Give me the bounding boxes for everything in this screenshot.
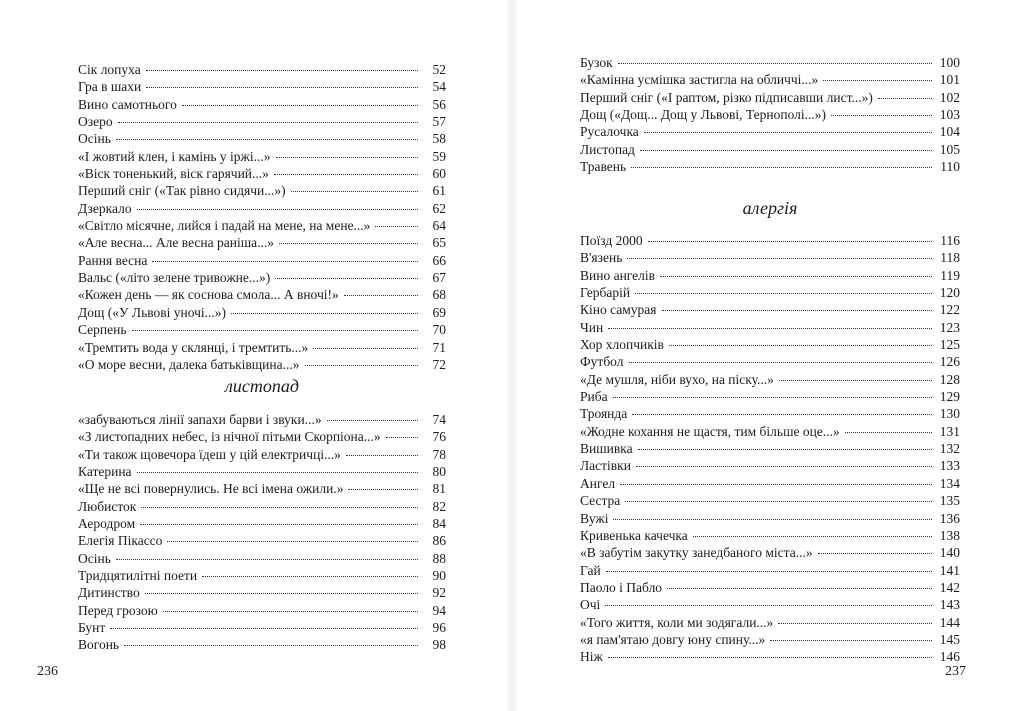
toc-entry [78, 217, 446, 234]
toc-entry-page: 59 [432, 148, 446, 164]
toc-entry-title: Елегія Пікассо [78, 533, 163, 549]
toc-entry-page: 116 [940, 233, 960, 248]
dot-leader [660, 275, 932, 277]
toc-entry [78, 619, 446, 636]
toc-entry [78, 463, 446, 480]
toc-entry-title: «О море весни, далека батьківщина...» [78, 356, 300, 372]
dot-leader [667, 587, 932, 589]
toc-entry-page: 54 [432, 79, 446, 95]
toc-entry [78, 234, 446, 251]
toc-entry-page: 62 [432, 200, 446, 216]
toc-entry-page: 61 [432, 183, 446, 199]
toc-entry-page: 129 [939, 389, 960, 405]
toc-entry-page: 65 [432, 235, 446, 251]
toc-entry-title: Аеродром [78, 516, 136, 532]
toc-entry [78, 252, 446, 269]
toc-entry-page: 120 [939, 285, 960, 301]
toc-entry [580, 353, 960, 370]
toc-entry-title: «Ще не всі повернулись. Не всі імена ожили.» [78, 481, 344, 497]
dot-leader [779, 379, 932, 381]
toc-entry [580, 527, 960, 544]
dot-leader [137, 208, 418, 210]
toc-entry-title: Гра в шахи [78, 79, 142, 95]
toc-entry-page: 100 [939, 55, 960, 70]
toc-entry-page: 56 [432, 96, 446, 112]
toc-entry [78, 78, 446, 95]
toc-entry-title: Очі [580, 597, 601, 613]
dot-leader [276, 156, 419, 158]
toc-list-left-top [78, 61, 446, 373]
toc-entry-title: В'язень [580, 250, 623, 266]
toc-entry [580, 54, 960, 71]
toc-entry-title: «Жодне кохання не щастя, тим більше оце...» [580, 423, 840, 439]
toc-entry-title: Вишивка [580, 441, 633, 457]
toc-entry-title: «я пам'ятаю довгу юну спину...» [580, 631, 766, 647]
toc-entry-page: 141 [939, 562, 960, 578]
toc-entry [580, 89, 960, 106]
toc-entry [580, 284, 960, 301]
toc-entry-title: «З листопадних небес, із нічної пітьми Скорпіона...» [78, 429, 381, 445]
toc-entry [580, 579, 960, 596]
dot-leader [770, 639, 932, 641]
toc-entry-title: Риба [580, 389, 608, 405]
toc-entry-title: Перший сніг («Так рівно сидячи...») [78, 183, 286, 199]
dot-leader [823, 79, 932, 81]
dot-leader [132, 329, 418, 331]
toc-entry-title: Катерина [78, 464, 132, 480]
dot-leader [636, 465, 932, 467]
toc-entry-title: Бунт [78, 620, 106, 636]
toc-entry-page: 110 [940, 159, 960, 175]
toc-entry [78, 304, 446, 321]
toc-entry-title: Дощ («Дощ... Дощ у Львові, Тернополі...») [580, 107, 827, 123]
dot-leader [274, 173, 418, 175]
toc-entry-title: «Того життя, коли ми зодягали...» [580, 614, 774, 630]
toc-entry-page: 76 [432, 429, 446, 445]
dot-leader [693, 535, 932, 537]
dot-leader [606, 570, 932, 572]
page-number-left: 236 [37, 664, 58, 679]
toc-entry-page: 86 [432, 533, 446, 549]
toc-entry-page: 98 [432, 637, 446, 653]
dot-leader [631, 166, 932, 168]
dot-leader [608, 327, 932, 329]
toc-entry-page: 81 [432, 481, 446, 497]
toc-entry [580, 648, 960, 665]
dot-leader [346, 454, 418, 456]
toc-entry-title: Вогонь [78, 637, 120, 653]
dot-leader [202, 575, 418, 577]
dot-leader [152, 260, 418, 262]
toc-entry-title: Вино самотнього [78, 96, 177, 112]
toc-entry [78, 584, 446, 601]
toc-list-right-top [580, 54, 960, 175]
dot-leader [118, 121, 418, 123]
toc-entry-page: 143 [939, 597, 960, 613]
toc-entry-title: «Віск тоненький, віск гарячий...» [78, 166, 269, 182]
dot-leader [632, 413, 932, 415]
toc-entry-title: Ластівки [580, 458, 631, 474]
toc-entry [78, 411, 446, 428]
dot-leader [662, 309, 933, 311]
toc-entry [580, 301, 960, 318]
dot-leader [638, 448, 932, 450]
toc-entry-page: 118 [940, 250, 960, 266]
dot-leader [618, 62, 932, 64]
toc-entry-page: 128 [939, 371, 960, 387]
toc-entry-page: 78 [432, 446, 446, 462]
toc-entry-page: 57 [432, 114, 446, 130]
page-number-right: 237 [945, 664, 966, 679]
dot-leader [275, 277, 418, 279]
toc-entry [580, 123, 960, 140]
dot-leader [110, 627, 418, 629]
toc-entry [580, 267, 960, 284]
toc-entry [78, 428, 446, 445]
toc-entry-page: 72 [432, 356, 446, 372]
toc-entry [580, 405, 960, 422]
dot-leader [182, 104, 418, 106]
toc-entry [78, 286, 446, 303]
toc-entry-page: 133 [939, 458, 960, 474]
toc-entry-page: 144 [939, 614, 960, 630]
toc-entry-title: Любисток [78, 498, 137, 514]
toc-entry-page: 142 [939, 579, 960, 595]
toc-entry [580, 562, 960, 579]
toc-entry-page: 80 [432, 464, 446, 480]
toc-entry-title: Серпень [78, 322, 127, 338]
toc-entry-page: 96 [432, 620, 446, 636]
toc-entry-title: «забуваються лінії запахи барви і звуки...» [78, 412, 322, 427]
toc-entry [580, 106, 960, 123]
section-title-alerhiia: алергія [742, 198, 798, 218]
toc-entry-title: Вужі [580, 510, 609, 526]
toc-entry-page: 90 [432, 568, 446, 584]
toc-entry-title: Кіно самурая [580, 302, 657, 318]
toc-list-right-bottom [580, 232, 960, 666]
dot-leader [620, 483, 932, 485]
toc-entry [580, 371, 960, 388]
toc-entry-page: 126 [939, 354, 960, 370]
dot-leader [605, 604, 932, 606]
toc-entry-page: 130 [939, 406, 960, 422]
dot-leader [845, 431, 932, 433]
toc-entry [78, 113, 446, 130]
dot-leader [327, 419, 418, 421]
toc-entry [580, 492, 960, 509]
dot-leader [145, 592, 418, 594]
toc-entry [580, 232, 960, 249]
toc-entry-page: 131 [939, 423, 960, 439]
toc-entry [580, 71, 960, 88]
toc-entry-page: 58 [432, 131, 446, 147]
toc-entry [580, 475, 960, 492]
toc-entry [580, 614, 960, 631]
toc-entry-title: Перший сніг («І раптом, різко підписавши лист...») [580, 89, 873, 105]
toc-entry-page: 66 [432, 252, 446, 268]
toc-entry-title: Листопад [580, 141, 635, 157]
toc-entry-title: Поїзд 2000 [580, 233, 643, 248]
toc-entry [580, 141, 960, 158]
dot-leader [629, 361, 933, 363]
toc-entry-page: 105 [939, 141, 960, 157]
toc-entry-title: «Кожен день — як соснова смола... А вночі!» [78, 287, 339, 303]
dot-leader [831, 114, 932, 116]
toc-entry-title: Осінь [78, 550, 111, 566]
toc-entry [580, 423, 960, 440]
toc-entry [78, 550, 446, 567]
toc-entry-page: 92 [432, 585, 446, 601]
toc-entry-title: Кривенька качечка [580, 527, 688, 543]
toc-entry [580, 596, 960, 613]
toc-entry-title: Травень [580, 159, 627, 175]
toc-entry-title: Сестра [580, 493, 621, 509]
toc-entry-page: 104 [939, 124, 960, 140]
toc-entry [78, 636, 446, 653]
dot-leader [878, 97, 932, 99]
toc-entry-title: «Де мушля, ніби вухо, на піску...» [580, 371, 774, 387]
right-page [512, 0, 1024, 711]
dot-leader [305, 364, 419, 366]
toc-entry-page: 135 [939, 493, 960, 509]
dot-leader [231, 312, 418, 314]
toc-entry-page: 101 [939, 72, 960, 88]
toc-entry-page: 70 [432, 322, 446, 338]
dot-leader [146, 86, 418, 88]
toc-entry-page: 122 [939, 302, 960, 318]
toc-entry-title: Тридцятилітні поети [78, 568, 198, 584]
toc-entry [78, 200, 446, 217]
toc-entry-page: 123 [939, 319, 960, 335]
dot-leader [648, 240, 932, 242]
toc-entry-page: 138 [939, 527, 960, 543]
toc-entry-title: Футбол [580, 354, 624, 370]
toc-entry-title: «Тремтить вода у склянці, і тремтить...» [78, 339, 309, 355]
toc-entry-page: 88 [432, 550, 446, 566]
dot-leader [163, 610, 418, 612]
toc-entry-page: 102 [939, 89, 960, 105]
dot-leader [608, 656, 932, 658]
toc-entry [580, 544, 960, 561]
dot-leader [625, 500, 932, 502]
toc-entry-title: Русалочка [580, 124, 639, 140]
toc-entry-title: Паоло і Пабло [580, 579, 663, 595]
dot-leader [348, 488, 418, 490]
toc-entry-title: Рання весна [78, 252, 148, 268]
toc-entry-title: Осінь [78, 131, 111, 147]
toc-entry-title: Сік лопуха [78, 62, 141, 77]
section-title-lystopad: листопад [225, 376, 299, 396]
toc-entry-page: 146 [939, 649, 960, 665]
toc-entry-page: 68 [432, 287, 446, 303]
toc-entry [78, 96, 446, 113]
toc-entry-page: 140 [939, 545, 960, 561]
toc-entry-page: 69 [432, 304, 446, 320]
toc-entry-title: Троянда [580, 406, 628, 422]
toc-entry [78, 130, 446, 147]
toc-entry [78, 182, 446, 199]
toc-entry [78, 602, 446, 619]
dot-leader [344, 294, 418, 296]
toc-entry-page: 145 [939, 631, 960, 647]
toc-entry [78, 532, 446, 549]
dot-leader [613, 396, 932, 398]
toc-entry-title: Вино ангелів [580, 267, 656, 283]
toc-entry [78, 165, 446, 182]
toc-entry-title: Бузок [580, 55, 613, 70]
dot-leader [640, 149, 932, 151]
toc-entry-page: 94 [432, 602, 446, 618]
toc-entry-page: 103 [939, 107, 960, 123]
toc-entry-page: 119 [940, 267, 960, 283]
toc-entry-title: Гербарій [580, 285, 631, 301]
toc-entry [580, 249, 960, 266]
dot-leader [137, 471, 418, 473]
dot-leader [669, 344, 932, 346]
dot-leader [146, 69, 418, 71]
toc-entry [78, 567, 446, 584]
toc-entry-title: Хор хлопчиків [580, 337, 664, 353]
toc-entry [580, 440, 960, 457]
toc-entry [78, 269, 446, 286]
toc-entry-title: Ніж [580, 649, 603, 665]
dot-leader [279, 242, 418, 244]
toc-entry [580, 510, 960, 527]
dot-leader [778, 622, 932, 624]
toc-entry-title: «Світло місячне, лийся і падай на мене, на мене...» [78, 218, 371, 234]
toc-entry-title: Ангел [580, 475, 616, 491]
toc-list-left-bottom [78, 411, 446, 654]
toc-entry [580, 631, 960, 648]
toc-entry [78, 446, 446, 463]
dot-leader [375, 225, 418, 227]
toc-entry-title: Вальс («літо зелене тривожне...») [78, 270, 271, 286]
dot-leader [141, 506, 418, 508]
dot-leader [116, 558, 418, 560]
toc-entry [78, 339, 446, 356]
toc-entry [78, 321, 446, 338]
dot-leader [818, 552, 932, 554]
toc-entry-title: «Камінна усмішка застигла на обличчі...» [580, 72, 819, 88]
toc-entry-page: 74 [432, 412, 446, 427]
toc-entry [580, 336, 960, 353]
toc-entry [580, 457, 960, 474]
toc-entry [78, 61, 446, 78]
toc-entry-title: «Але весна... Але весна раніша...» [78, 235, 274, 251]
toc-entry-page: 84 [432, 516, 446, 532]
toc-entry [78, 356, 446, 373]
toc-entry-title: «В забутім закутку занедбаного міста...» [580, 545, 813, 561]
dot-leader [140, 523, 418, 525]
toc-entry [78, 515, 446, 532]
toc-entry-page: 125 [939, 337, 960, 353]
toc-entry-page: 67 [432, 270, 446, 286]
toc-entry-title: Перед грозою [78, 602, 158, 618]
toc-entry [580, 158, 960, 175]
dot-leader [627, 257, 932, 259]
toc-entry-page: 134 [939, 475, 960, 491]
toc-entry-page: 71 [432, 339, 446, 355]
dot-leader [291, 190, 418, 192]
toc-entry-page: 82 [432, 498, 446, 514]
toc-entry-title: Гай [580, 562, 601, 578]
dot-leader [313, 347, 418, 349]
toc-entry-title: «І жовтий клен, і камінь у іржі...» [78, 148, 271, 164]
toc-entry-title: Чин [580, 319, 604, 335]
toc-entry [580, 388, 960, 405]
toc-entry [78, 148, 446, 165]
dot-leader [613, 518, 932, 520]
toc-entry [78, 480, 446, 497]
dot-leader [644, 131, 932, 133]
dot-leader [386, 436, 418, 438]
toc-entry-title: Дзеркало [78, 200, 132, 216]
toc-entry-title: Дитинство [78, 585, 140, 601]
toc-entry-page: 52 [432, 62, 446, 77]
toc-entry-title: «Ти також щовечора їдеш у цій електричці...» [78, 446, 341, 462]
toc-entry [580, 319, 960, 336]
toc-entry [78, 498, 446, 515]
toc-entry-page: 136 [939, 510, 960, 526]
toc-entry-title: Дощ («У Львові уночі...») [78, 304, 227, 320]
toc-entry-title: Озеро [78, 114, 113, 130]
dot-leader [124, 644, 418, 646]
toc-entry-page: 64 [432, 218, 446, 234]
dot-leader [167, 540, 418, 542]
dot-leader [116, 138, 418, 140]
toc-entry-page: 132 [939, 441, 960, 457]
dot-leader [635, 292, 932, 294]
toc-entry-page: 60 [432, 166, 446, 182]
